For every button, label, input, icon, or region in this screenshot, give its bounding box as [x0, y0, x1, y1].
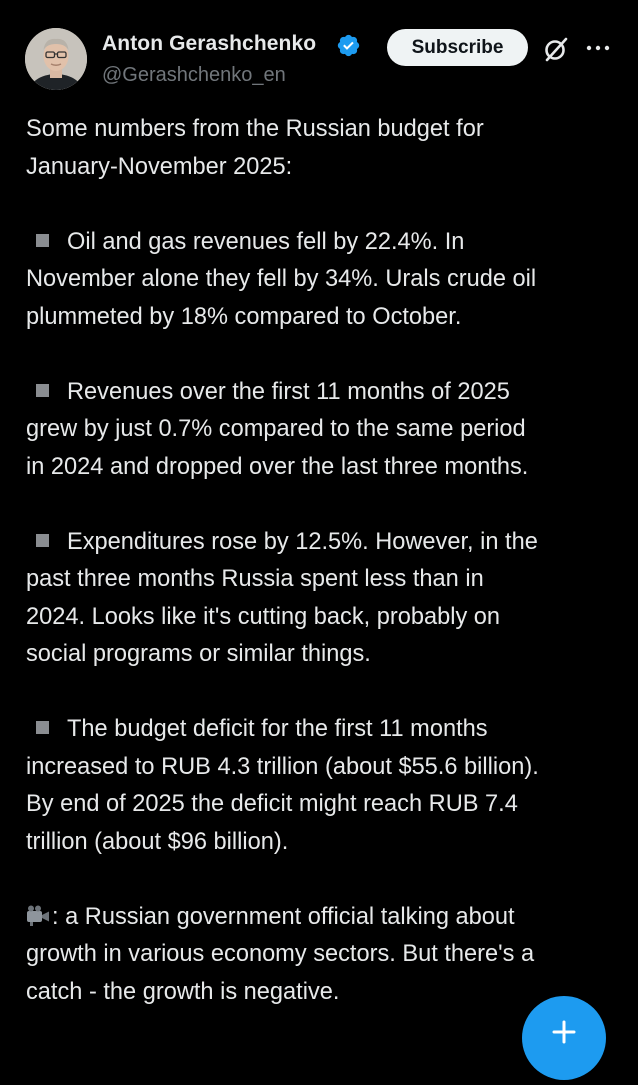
compose-button[interactable] — [522, 996, 606, 1080]
post-intro-line: Some numbers from the Russian budget for — [26, 116, 484, 142]
post-paragraph-deficit — [26, 711, 626, 749]
post-line: increased to RUB 4.3 trillion (about $55.6 billion). — [26, 753, 539, 780]
post-line: past three months Russia spent less than in — [26, 566, 484, 592]
grok-icon[interactable] — [541, 34, 571, 64]
more-options-icon[interactable] — [585, 38, 611, 58]
black-square-bullet-icon — [36, 384, 49, 397]
post-line: plummeted by 18% compared to October. — [26, 303, 462, 330]
post-line: grew by just 0.7% compared to the same period — [26, 416, 526, 442]
post-line: Expenditures rose by 12.5%. However, in the — [67, 528, 538, 555]
post-line: Oil and gas revenues fell by 22.4%. In — [67, 228, 465, 255]
post-paragraph-expenditures — [26, 524, 626, 562]
black-square-bullet-icon — [36, 721, 49, 734]
post-intro-line: January-November 2025: — [26, 153, 293, 180]
post-line: Revenues over the first 11 months of 2025 — [67, 378, 510, 405]
post-paragraph-video-note — [26, 899, 626, 937]
black-square-bullet-icon — [36, 534, 49, 547]
post-line: in 2024 and dropped over the last three months. — [26, 453, 529, 480]
video-camera-icon — [26, 905, 50, 927]
post-paragraph-oil-gas — [26, 224, 626, 262]
author-handle[interactable]: @Gerashchenko_en — [102, 64, 286, 86]
post-line: growth in various economy sectors. But there's a — [26, 941, 535, 967]
post-line: trillion (about $96 billion). — [26, 828, 289, 855]
post-line: By end of 2025 the deficit might reach RUB 7.4 — [26, 791, 518, 817]
compose-icon — [522, 996, 606, 1080]
post-paragraph-revenues — [26, 374, 626, 412]
post-header — [0, 0, 638, 100]
author-name[interactable]: Anton Gerashchenko — [102, 32, 317, 55]
post-line: : a Russian government official talking about — [52, 903, 515, 930]
post-line: 2024. Looks like it's cutting back, probably on — [26, 603, 501, 630]
post-line: November alone they fell by 34%. Urals crude oil — [26, 266, 537, 292]
verified-badge-icon — [336, 33, 361, 58]
post-line: The budget deficit for the first 11 months — [67, 716, 488, 742]
black-square-bullet-icon — [36, 234, 49, 247]
post-line: catch - the growth is negative. — [26, 978, 340, 1005]
subscribe-button[interactable]: Subscribe — [387, 29, 528, 66]
post-text — [26, 111, 626, 1011]
author-avatar[interactable] — [25, 28, 87, 90]
post-line: social programs or similar things. — [26, 641, 371, 667]
